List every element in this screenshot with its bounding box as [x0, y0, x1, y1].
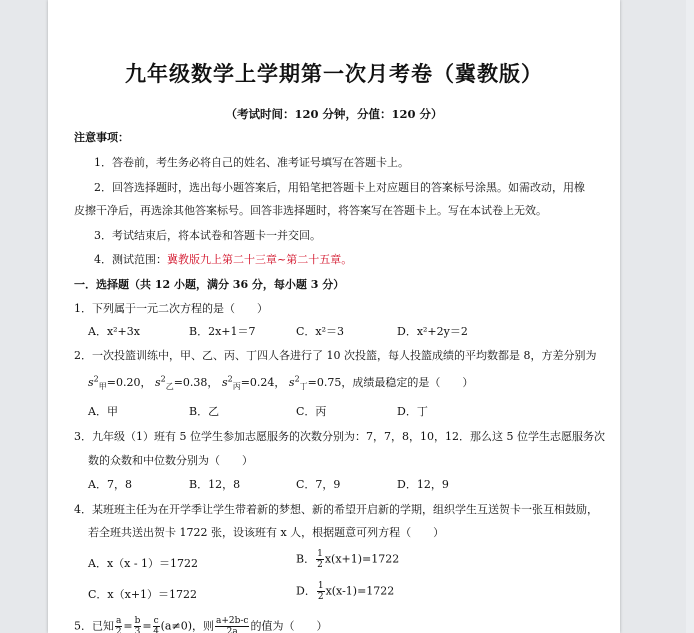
- q5-prefix: 5．已知: [74, 619, 114, 633]
- fraction-numerator: c: [153, 616, 159, 626]
- fraction-numerator: a+2b-c: [215, 616, 249, 626]
- document-page: [48, 0, 620, 633]
- q2-variance-yi: =0.38，: [173, 376, 219, 389]
- fraction-expression: [215, 616, 249, 633]
- q2-variance-bing: =0.24，: [240, 376, 286, 389]
- q4-option-c: C．x（x+1）＝1722: [88, 588, 198, 601]
- fraction-denominator: 2: [317, 592, 324, 602]
- q4-option-b-label: B．: [296, 552, 316, 566]
- q4-stem-1: 4．某班班主任为在开学季让学生带着新的梦想、新的希望开启新的学期，组织学生互送贺卡一张互相鼓励，: [74, 503, 598, 516]
- notice-4: [94, 253, 352, 267]
- q2-stem: 2．一次投篮训练中，甲、乙、丙、丁四人各进行了 10 次投篮，每人投篮成绩的平均数都是 8，方差分别为: [74, 349, 597, 362]
- q3-stem-2: 数的众数和中位数分别为（ ）: [88, 454, 253, 467]
- notice-4-scope: 冀教版九上第二十三章~第二十五章。: [167, 253, 353, 266]
- q4-option-b-text: x(x+1)=1722: [324, 552, 400, 566]
- fraction-numerator: 1: [317, 581, 324, 591]
- fraction-numerator: a: [116, 616, 122, 626]
- q1-option-c: C．x²＝3: [296, 325, 345, 338]
- q4-option-d-label: D．: [296, 584, 316, 598]
- q1-stem: 1．下列属于一元二次方程的是（ ）: [74, 302, 268, 315]
- fraction-denominator: 2: [317, 560, 323, 570]
- q2-option-a: A．甲: [88, 405, 118, 418]
- q5-mid: (a≠0)，则: [160, 619, 214, 633]
- q3-stem-1: 3．九年级（1）班有 5 位学生参加志愿服务的次数分别为：7，7，8，10，12．那么这 5 位学生志愿服务次: [74, 430, 605, 443]
- page-title: 九年级数学上学期第一次月考卷（冀教版）: [125, 62, 543, 86]
- fraction-denominator: 2: [115, 627, 122, 633]
- fraction-denominator: 2a: [226, 627, 238, 633]
- fraction-c: [153, 616, 160, 633]
- fraction-a: [115, 616, 122, 633]
- fraction-denominator: 3: [134, 627, 141, 633]
- q4-option-b: [296, 549, 399, 570]
- q2-option-b: B．乙: [189, 405, 220, 418]
- section-heading: 一．选择题（共 12 小题，满分 36 分，每小题 3 分）: [74, 278, 345, 291]
- fraction-numerator: 1: [317, 549, 323, 559]
- q4-option-d-text: x(x-1)=1722: [325, 584, 395, 598]
- q2-variances: $s^2_甲=0.20$， $s^2_乙=0.38$， $s^2_丙=0.24$， $s^2_丁=0.75$，成绩最稳定的是（ ）: [88, 374, 474, 392]
- notice-2b: 皮擦干净后，再选涂其他答案标号。回答非选择题时，将答案写在答题卡上。写在本试卷上无效。: [74, 204, 547, 217]
- notice-1: 1．答卷前，考生务必将自己的姓名、准考证号填写在答题卡上。: [94, 156, 409, 169]
- fraction-numerator: b: [134, 616, 141, 626]
- q1-option-a: A．x²+3x: [88, 325, 140, 338]
- q2-option-c: C．丙: [296, 405, 327, 418]
- q3-option-c: C．7，9: [296, 478, 341, 491]
- notice-heading: 注意事项：: [74, 131, 129, 144]
- q2-option-d: D．丁: [397, 405, 428, 418]
- q4-option-a: A．x（x - 1）＝1722: [88, 557, 199, 570]
- half-fraction: [317, 581, 325, 602]
- q4-stem-2: 若全班共送出贺卡 1722 张，设该班有 x 人，根据题意可列方程（ ）: [88, 526, 445, 539]
- q2-variance-jia: =0.20，: [106, 376, 152, 389]
- notice-4-prefix: 4．测试范围：: [94, 253, 167, 266]
- q3-option-d: D．12，9: [397, 478, 449, 491]
- notice-3: 3．考试结束后，将本试卷和答题卡一并交回。: [94, 229, 321, 242]
- q3-option-a: A．7，8: [88, 478, 132, 491]
- fraction-b: [134, 616, 142, 633]
- q1-option-d: D．x²+2y＝2: [397, 325, 468, 338]
- scrollbar-track[interactable]: [686, 0, 694, 633]
- q2-variance-ding: =0.75，成绩最稳定的是（ ）: [307, 376, 474, 389]
- q4-option-d: [296, 581, 394, 602]
- fraction-denominator: 4: [153, 627, 159, 633]
- q3-option-b: B．12，8: [189, 478, 241, 491]
- exam-info: （考试时间：120 分钟，分值：120 分）: [225, 107, 443, 121]
- q5-suffix: 的值为（ ）: [250, 619, 328, 633]
- q1-option-b: B．2x+1＝7: [189, 325, 256, 338]
- half-fraction: [316, 549, 324, 570]
- notice-2a: 2．回答选择题时，选出每小题答案后，用铅笔把答题卡上对应题目的答案标号涂黑。如需改动，用橡: [94, 181, 585, 194]
- q5-stem: 5．已知 $\frac{a}{2}$ = $\frac{b}{3}$ = $\frac{c}{4}$ (a≠0)，则 $\frac{a+2b-c}{2a}$ 的值为（ ）: [74, 616, 327, 633]
